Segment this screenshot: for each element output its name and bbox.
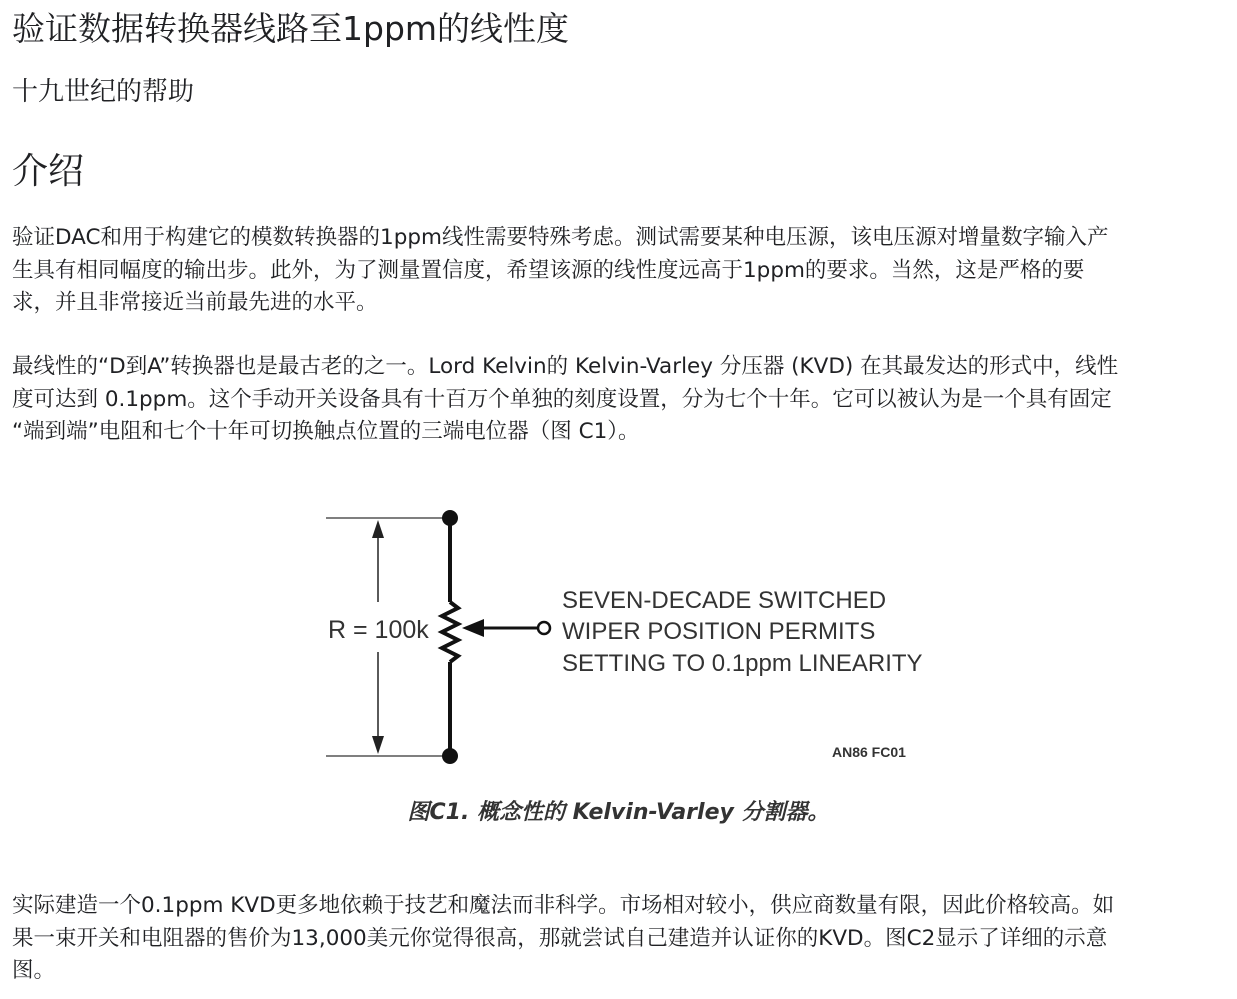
wiper-note-line-3: SETTING TO 0.1ppm LINEARITY xyxy=(562,650,923,677)
wiper-note-line-2: WIPER POSITION PERMITS xyxy=(562,618,876,645)
resistance-label: R = 100k xyxy=(328,616,429,644)
wiper-note-line-1: SEVEN-DECADE SWITCHED xyxy=(562,587,887,614)
paragraph-line: 最线性的“D到A”转换器也是最古老的之一。Lord Kelvin的 Kelvin-Varley 分压器 (KVD) 在其最发达的形式中，线性 xyxy=(12,354,1119,379)
page-title: 验证数据转换器线路至1ppm的线性度 xyxy=(12,9,570,48)
paragraph-line: 生具有相同幅度的输出步。此外，为了测量置信度，希望该源的线性度远高于1ppm的要求。当然，这是严格的要 xyxy=(12,257,1085,283)
paragraph-line: 图。 xyxy=(12,958,56,983)
dimension-arrow-down xyxy=(372,736,384,754)
paragraph-line: 验证DAC和用于构建它的模数转换器的1ppm线性需要特殊考虑。测试需要某种电压源，该电压源对增量数字输入产 xyxy=(12,225,1109,250)
dimension-arrow-up xyxy=(372,520,384,538)
paragraph-line: 实际建造一个0.1ppm KVD更多地依赖于技艺和魔法而非科学。市场相对较小，供应商数量有限，因此价格较高。如 xyxy=(12,893,1115,918)
paragraph-line: “端到端”电阻和七个十年可切换触点位置的三端电位器（图 C1）。 xyxy=(12,419,640,444)
paragraph-kelvin xyxy=(12,351,1228,449)
wiper-terminal xyxy=(538,622,550,634)
potentiometer-schematic xyxy=(314,498,934,778)
wiper-arrow xyxy=(462,619,484,637)
section-heading: 介绍 xyxy=(12,151,85,192)
page-subtitle: 十九世纪的帮助 xyxy=(12,77,195,107)
paragraph-line: 求，并且非常接近当前最先进的水平。 xyxy=(12,290,378,315)
paragraph-cost xyxy=(12,890,1228,988)
resistor-zigzag xyxy=(442,602,458,662)
paragraph-line: 果一束开关和电阻器的售价为13,000美元你觉得很高，那就尝试自己建造并认证你的KVD。图C2显示了详细的示意 xyxy=(12,925,1108,951)
kelvin-varley-figure xyxy=(314,498,934,778)
figure-caption: 图C1. 概念性的 Kelvin-Varley 分割器。 xyxy=(407,800,830,825)
figure-code: AN86 FC01 xyxy=(832,744,906,760)
paragraph-intro xyxy=(12,222,1228,320)
paragraph-line: 度可达到 0.1ppm。这个手动开关设备具有十百万个单独的刻度设置，分为七个十年。它可以被认为是一个具有固定 xyxy=(12,386,1112,412)
